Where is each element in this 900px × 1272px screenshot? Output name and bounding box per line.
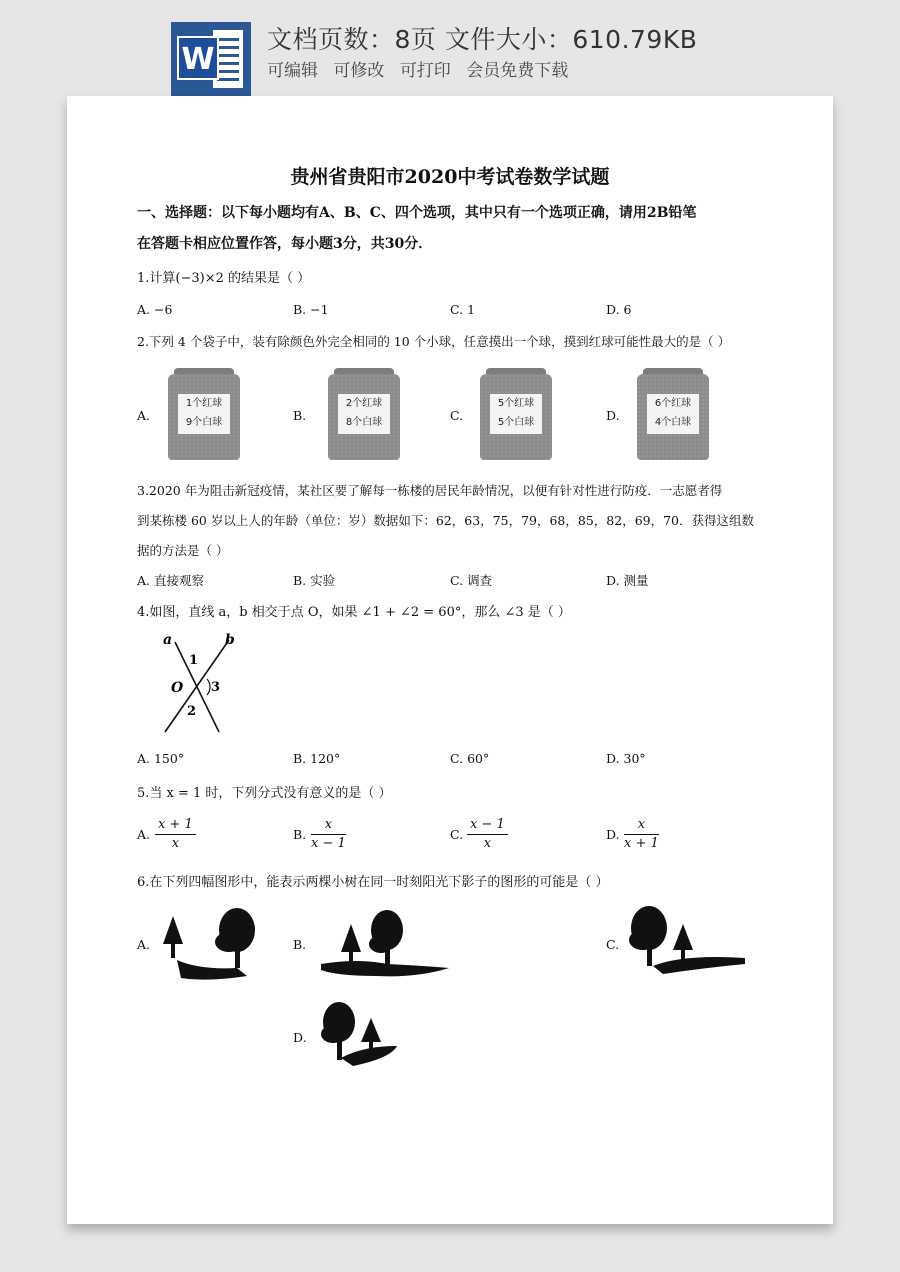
q3-option-a: A. 直接观察: [137, 573, 204, 588]
q5-fraction-b: [311, 816, 346, 853]
q3-option-c: C. 调查: [450, 573, 493, 588]
question-1-stem: 1.计算(−3)×2 的结果是（ ）: [137, 271, 311, 286]
bag-d-red-count: 6个红球: [654, 398, 692, 409]
document-features: [267, 56, 578, 81]
document-page: [67, 96, 833, 1224]
ball-bag-c: [478, 368, 554, 460]
q5-option-b: B.: [293, 827, 307, 842]
angle-1-label: 1: [189, 653, 199, 668]
exam-title: 贵州省贵阳市2020中考试卷数学试题: [290, 166, 610, 188]
q2-option-c: C.: [450, 408, 464, 423]
tree-shadow-figure-a: [159, 904, 279, 984]
fraction-b-numerator: x: [311, 816, 346, 835]
q2-option-b: B.: [293, 408, 307, 423]
ball-bag-a: [166, 368, 242, 460]
q5-fraction-d: [624, 816, 659, 853]
question-6-stem: 6.在下列四幅图形中，能表示两棵小树在同一时刻阳光下影子的图形的可能是（ ）: [137, 875, 609, 890]
q3-option-d: D. 测量: [606, 573, 649, 588]
fraction-a-denominator: x: [171, 836, 180, 851]
fraction-d-numerator: x: [624, 816, 659, 835]
ball-bag-d: [635, 368, 711, 460]
tree-shadow-figure-b: [317, 906, 457, 986]
question-3-line2: 到某栋楼 60 岁以上人的年龄（单位：岁）数据如下：62，63，75，79，68，85，82，69，70．获得这组数: [137, 513, 755, 528]
q6-option-d: D.: [293, 1030, 307, 1045]
q3-option-b: B. 实验: [293, 573, 336, 588]
q5-option-a: A.: [137, 827, 151, 842]
question-3-line1: 3.2020 年为阻击新冠疫情，某社区要了解每一栋楼的居民年龄情况，以便有针对性进行防疫．一志愿者得: [137, 483, 723, 498]
q4-option-a: A. 150°: [137, 751, 185, 766]
q2-option-d: D.: [606, 408, 620, 423]
angle-3-label: 3: [211, 680, 221, 695]
intersecting-lines-figure: [157, 632, 257, 738]
feature-printable: 可打印: [399, 61, 451, 81]
feature-member-download: 会员免费下载: [466, 61, 569, 81]
q2-option-a: A.: [137, 408, 151, 423]
question-5-stem: 5.当 x = 1 时，下列分式没有意义的是（ ）: [137, 786, 392, 801]
question-4-stem: 4.如图，直线 a，b 相交于点 O，如果 ∠1 + ∠2 = 60°，那么 ∠3 是（ ）: [137, 605, 571, 620]
question-3-line3: 据的方法是（ ）: [137, 543, 229, 558]
q4-option-b: B. 120°: [293, 751, 341, 766]
q5-option-c: C.: [450, 827, 464, 842]
section-instructions-line1: 一、选择题：以下每小题均有A、B、C、四个选项，其中只有一个选项正确，请用2B铅笔: [137, 205, 697, 221]
angle-2-label: 2: [187, 704, 197, 719]
line-b-label: b: [225, 632, 235, 648]
q5-option-d: D.: [606, 827, 620, 842]
word-document-icon: [171, 22, 251, 96]
q1-option-b: B. −1: [293, 302, 329, 317]
fraction-c-numerator: x − 1: [467, 816, 508, 835]
q4-option-d: D. 30°: [606, 751, 646, 766]
q6-option-a: A.: [137, 937, 151, 952]
document-info-title: 文档页数：8页 文件大小：610.79KB: [267, 25, 698, 54]
feature-editable: 可编辑: [267, 61, 318, 81]
bag-c-white-count: 5个白球: [497, 417, 535, 428]
word-letter: W: [177, 36, 219, 80]
q5-fraction-a: [155, 816, 196, 853]
fraction-a-numerator: x + 1: [155, 816, 196, 835]
ball-bag-b: [326, 368, 402, 460]
bag-c-red-count: 5个红球: [497, 398, 535, 409]
tree-shadow-figure-d: [313, 996, 413, 1076]
bag-a-red-count: 1个红球: [185, 398, 223, 409]
q1-option-d: D. 6: [606, 302, 632, 317]
question-2-stem: 2.下列 4 个袋子中，装有除颜色外完全相同的 10 个小球，任意摸出一个球，摸到红球可能性最大的是（ ）: [137, 334, 731, 349]
q6-option-c: C.: [606, 937, 620, 952]
q6-option-b: B.: [293, 937, 307, 952]
section-instructions-line2: 在答题卡相应位置作答，每小题3分，共30分．: [137, 236, 433, 252]
q5-fraction-c: [467, 816, 508, 853]
line-a-label: a: [163, 632, 173, 648]
q1-option-a: A. −6: [137, 302, 173, 317]
q1-option-c: C. 1: [450, 302, 476, 317]
fraction-c-denominator: x: [483, 836, 492, 851]
bag-d-white-count: 4个白球: [654, 417, 692, 428]
tree-shadow-figure-c: [623, 902, 753, 982]
point-o-label: O: [171, 680, 184, 696]
bag-b-white-count: 8个白球: [345, 417, 383, 428]
header-banner: [0, 0, 900, 96]
bag-a-white-count: 9个白球: [185, 417, 223, 428]
fraction-b-denominator: x − 1: [311, 836, 346, 851]
q4-option-c: C. 60°: [450, 751, 490, 766]
fraction-d-denominator: x + 1: [624, 836, 659, 851]
bag-b-red-count: 2个红球: [345, 398, 383, 409]
feature-modifiable: 可修改: [333, 61, 385, 81]
